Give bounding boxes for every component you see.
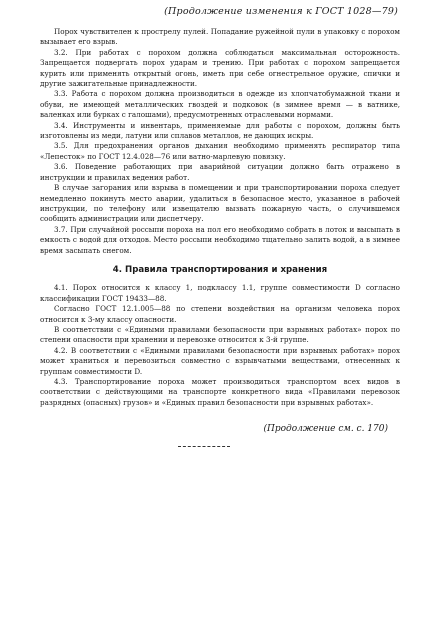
paragraph: Согласно ГОСТ 12.1.005—88 по степени воздействия на организм человека порох относится к 3-му классу опасности. [40,304,400,324]
paragraph: 4.3. Транспортирование пороха может производиться транспортом всех видов в соответствии с действующими на транспорте конкретного вида «Правилами перевозок разрядных (опасных) грузов» и «Единых правил безопасности при взрывных работах». [40,377,400,407]
page-footer-continuation: (Продолжение см. с. 170) [263,424,388,434]
paragraph: 3.5. Для предохранения органов дыхания необходимо применять респиратор типа «Лепесток» по ГОСТ 12.4.028—76 или ватно-марлевую повязку. [40,141,400,161]
paragraph: 3.6. Поведение работающих при аварийной ситуации должно быть отражено в инструкции и правилах ведения работ. [40,162,400,182]
paragraph: В соответствии с «Едиными правилами безопасности при взрывных работах» порох по степени опасности при хранении и перевозке относится к 3-й группе. [40,324,400,345]
divider-rule [178,446,230,447]
paragraph: Порох чувствителен к прострелу пулей. Попадание ружейной пули в упаковку с порохом вызывает его взрыв. [40,27,400,47]
document-body [40,27,400,408]
paragraph: 4.1. Порох относится к классу 1, подклассу 1.1, группе совместимости D согласно классификации ГОСТ 19433—88. [40,283,400,303]
paragraph: В случае загорания или взрыва в помещении и при транспортировании пороха следует немедленно покинуть место аварии, удалиться в безопасное место, указанное в рабочей инструкции, по телефону или извещателю вызвать пожарную часть, о случившемся сообщить администрации или диспетчеру. [40,183,400,224]
paragraph: 3.7. При случайной россыпи пороха на пол его необходимо собрать в лоток и высыпать в емкость с водой для отходов. Место россыпи необходимо тщательно залить водой, а в зимнее время засыпать снегом. [40,224,400,255]
page-header: (Продолжение изменения к ГОСТ 1028—79) [164,6,398,17]
paragraph: 3.4. Инструменты и инвентарь, применяемые для работы с порохом, должны быть изготовлены из меди, латуни или сплавов металлов, не дающих искры. [40,120,400,141]
section-heading: 4. Правила транспортирования и хранения [112,264,328,275]
paragraph: 3.2. При работах с порохом должна соблюдаться максимальная осторожность. Запрещается подвергать порох ударам и трению. При работах с порохом запрещается курить или применять открытый огонь, иметь при себе огнестрельное оружие, спички и другие зажигательные принадлежности. [40,47,400,89]
paragraph: 4.2. В соответствии с «Едиными правилами безопасности при взрывных работах» порох может храниться и перевозиться совместно с взрывчатыми веществами, отнесенных к группам совместимости D. [40,345,400,376]
paragraph: 3.3. Работа с порохом должна производиться в одежде из хлопчатобумажной ткани и обуви, не имеющей металлических гвоздей и подковок (в зимнее время — в ватнике, валенках или бурках с галошами), предусмотренных отраслевыми нормами. [40,89,400,120]
